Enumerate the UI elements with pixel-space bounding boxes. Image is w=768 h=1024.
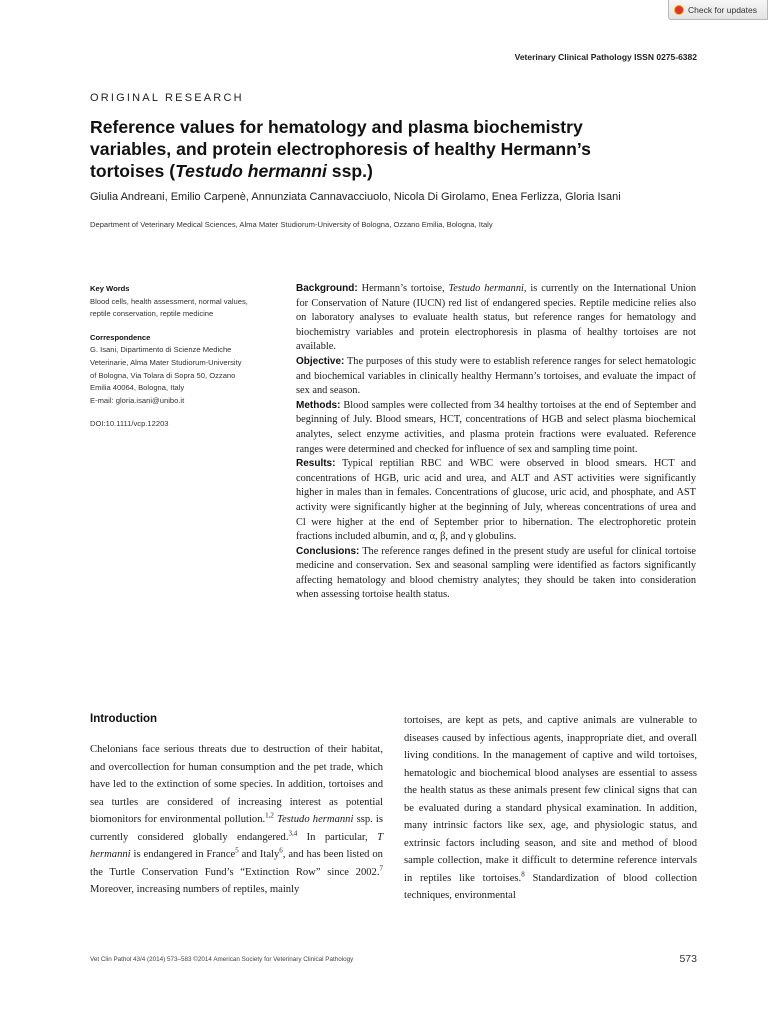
citation-superscript[interactable]: 3,4 bbox=[288, 828, 298, 837]
title-species-italic: Testudo hermanni bbox=[175, 161, 327, 181]
article-sidebar bbox=[90, 283, 280, 442]
correspondence-heading: Correspondence bbox=[90, 332, 151, 342]
abstract-methods: Methods: Blood samples were collected from 34 healthy tortoises at the end of September and beginning of July. Blood smears, HCT, concentrations of HGB and select plasma biochemical analytes, select enzyme activities, and plasma protein fractions were evaluated. Reference ranges were determined and checked for influence of sex and sampling time point. bbox=[296, 399, 696, 455]
introduction-column-left bbox=[90, 741, 383, 899]
abstract-background: Background: Hermann’s tortoise, Testudo hermanni, is currently on the International Union for Conservation of Nature (IUCN) red list of endangered species. Reptile medicine relies also on laboratory analyses to evaluate health status, but reference ranges for hematology and biochemistry variables and protein electrophoresis in plasma of healthy tortoises are not available. bbox=[296, 283, 696, 353]
introduction-column-right bbox=[404, 712, 697, 905]
abstract-objective: Objective: The purposes of this study were to establish reference ranges for select hematologic and biochemical variables in clinically healthy Hermann’s tortoises, and evaluate the impact of sex and season. bbox=[296, 355, 696, 397]
check-for-updates-button[interactable] bbox=[668, 0, 768, 20]
doi[interactable]: DOI:10.1111/vcp.12203 bbox=[90, 419, 169, 429]
abstract-conclusions: Conclusions: The reference ranges defined in the present study are useful for clinical tortoise medicine and conservation. Sex and seasonal sampling were identified as factors significantly affecting hematology and blood chemistry analytes; they should be taken into consideration when assessing tortoise health status. bbox=[296, 545, 696, 601]
correspondence-line: of Bologna, Via Tolara di Sopra 50, Ozzano bbox=[90, 370, 236, 380]
footer-citation: Vet Clin Pathol 43/4 (2014) 573–583 ©2014 American Society for Veterinary Clinical Pathology bbox=[90, 956, 354, 963]
page-number: 573 bbox=[679, 953, 697, 965]
check-for-updates-label: Check for updates bbox=[688, 4, 757, 15]
affiliation: Department of Veterinary Medical Sciences, Alma Mater Studiorum-University of Bologna, Ozzano Emilia, Bologna, Italy bbox=[90, 220, 493, 229]
results-label: Results: bbox=[296, 458, 336, 470]
title-line-1: Reference values for hematology and plasma biochemistry bbox=[90, 117, 583, 137]
citation-superscript[interactable]: 8 bbox=[521, 869, 525, 878]
correspondence-line: Emilia 40064, Bologna, Italy bbox=[90, 383, 185, 393]
introduction-paragraph: tortoises, are kept as pets, and captive animals are vulnerable to diseases caused by infectious agents, inappropriate diet, and overall living conditions. In the management of captive and wild tortoises, hematologic and biochemical blood analyses are essential to assess the health status as these animals present few clinical signs that can be evaluated during a standard physical examination. In addition, many intrinsic factors like sex, age, and physiologic status, and extrinsic factors including season, and site and method of blood sample collection, make it difficult to determine reference intervals in reptiles like tortoises.$^8$ Standardization of blood collection techniques, environmental bbox=[404, 715, 697, 901]
correspondence-email[interactable]: E-mail: gloria.isani@unibo.it bbox=[90, 395, 185, 405]
journal-header: Veterinary Clinical Pathology ISSN 0275-6382 bbox=[514, 52, 697, 62]
author-list: Giulia Andreani, Emilio Carpenè, Annunziata Cannavacciuolo, Nicola Di Girolamo, Enea Ferlizza, Gloria Isani bbox=[90, 191, 621, 203]
background-label: Background: bbox=[296, 283, 358, 294]
abstract-results: Results: Typical reptilian RBC and WBC were observed in blood smears. HCT and concentrations of HGB, uric acid and urea, and ALT and AST activities were significantly higher in males than in females. Concentrations of glucose, uric acid, and phosphate, and AST activity were significantly higher at the beginning of July, whereas concentrations of urea and Cl were higher at the end of September prior to hibernation. The electrophoretic protein fractions included albumin, and α, β, and γ globulins. bbox=[296, 458, 696, 543]
methods-label: Methods: bbox=[296, 399, 341, 411]
correspondence-line: G. Isani, Dipartimento di Scienze Mediche bbox=[90, 345, 232, 355]
correspondence-line: Veterinarie, Alma Mater Studiorum-University bbox=[90, 357, 242, 367]
crossmark-icon bbox=[674, 5, 684, 15]
key-words-heading: Key Words bbox=[90, 284, 130, 293]
abstract bbox=[296, 282, 696, 603]
key-words-line: Blood cells, health assessment, normal values, bbox=[90, 296, 248, 306]
key-words-line: reptile conservation, reptile medicine bbox=[90, 309, 214, 319]
objective-label: Objective: bbox=[296, 355, 345, 367]
conclusions-label: Conclusions: bbox=[296, 545, 360, 557]
correspondence-block bbox=[90, 332, 280, 408]
section-label: ORIGINAL RESEARCH bbox=[90, 92, 244, 104]
article-title bbox=[90, 116, 710, 182]
citation-superscript[interactable]: 1,2 bbox=[265, 811, 274, 820]
citation-superscript[interactable]: 6 bbox=[279, 846, 283, 855]
citation-superscript[interactable]: 5 bbox=[235, 846, 239, 855]
title-line-2: variables, and protein electrophoresis of healthy Hermann’s bbox=[90, 139, 591, 159]
citation-superscript[interactable]: 7 bbox=[379, 863, 383, 872]
introduction-heading: Introduction bbox=[90, 713, 158, 725]
title-line-3: tortoises (Testudo hermanni ssp.) bbox=[90, 161, 373, 181]
introduction-paragraph: Chelonians face serious threats due to destruction of their habitat, and overcollection for human consumption and the pet trade, which have led to the extinction of some species. In addition, tortoises and sea turtles are considered of increasing interest as potential biomonitors for environmental pollution.$^{1,2}$ Testudo hermanni ssp. is currently considered globally endangered.$^{3,4}$ In particular, T hermanni is endangered in France$^5$ and Italy$^6$, and has been listed on the Turtle Conservation Fund’s “Extinction Row” since 2002.$^7$ Moreover, increasing numbers of reptiles, mainly bbox=[90, 744, 383, 895]
key-words-block bbox=[90, 283, 280, 321]
